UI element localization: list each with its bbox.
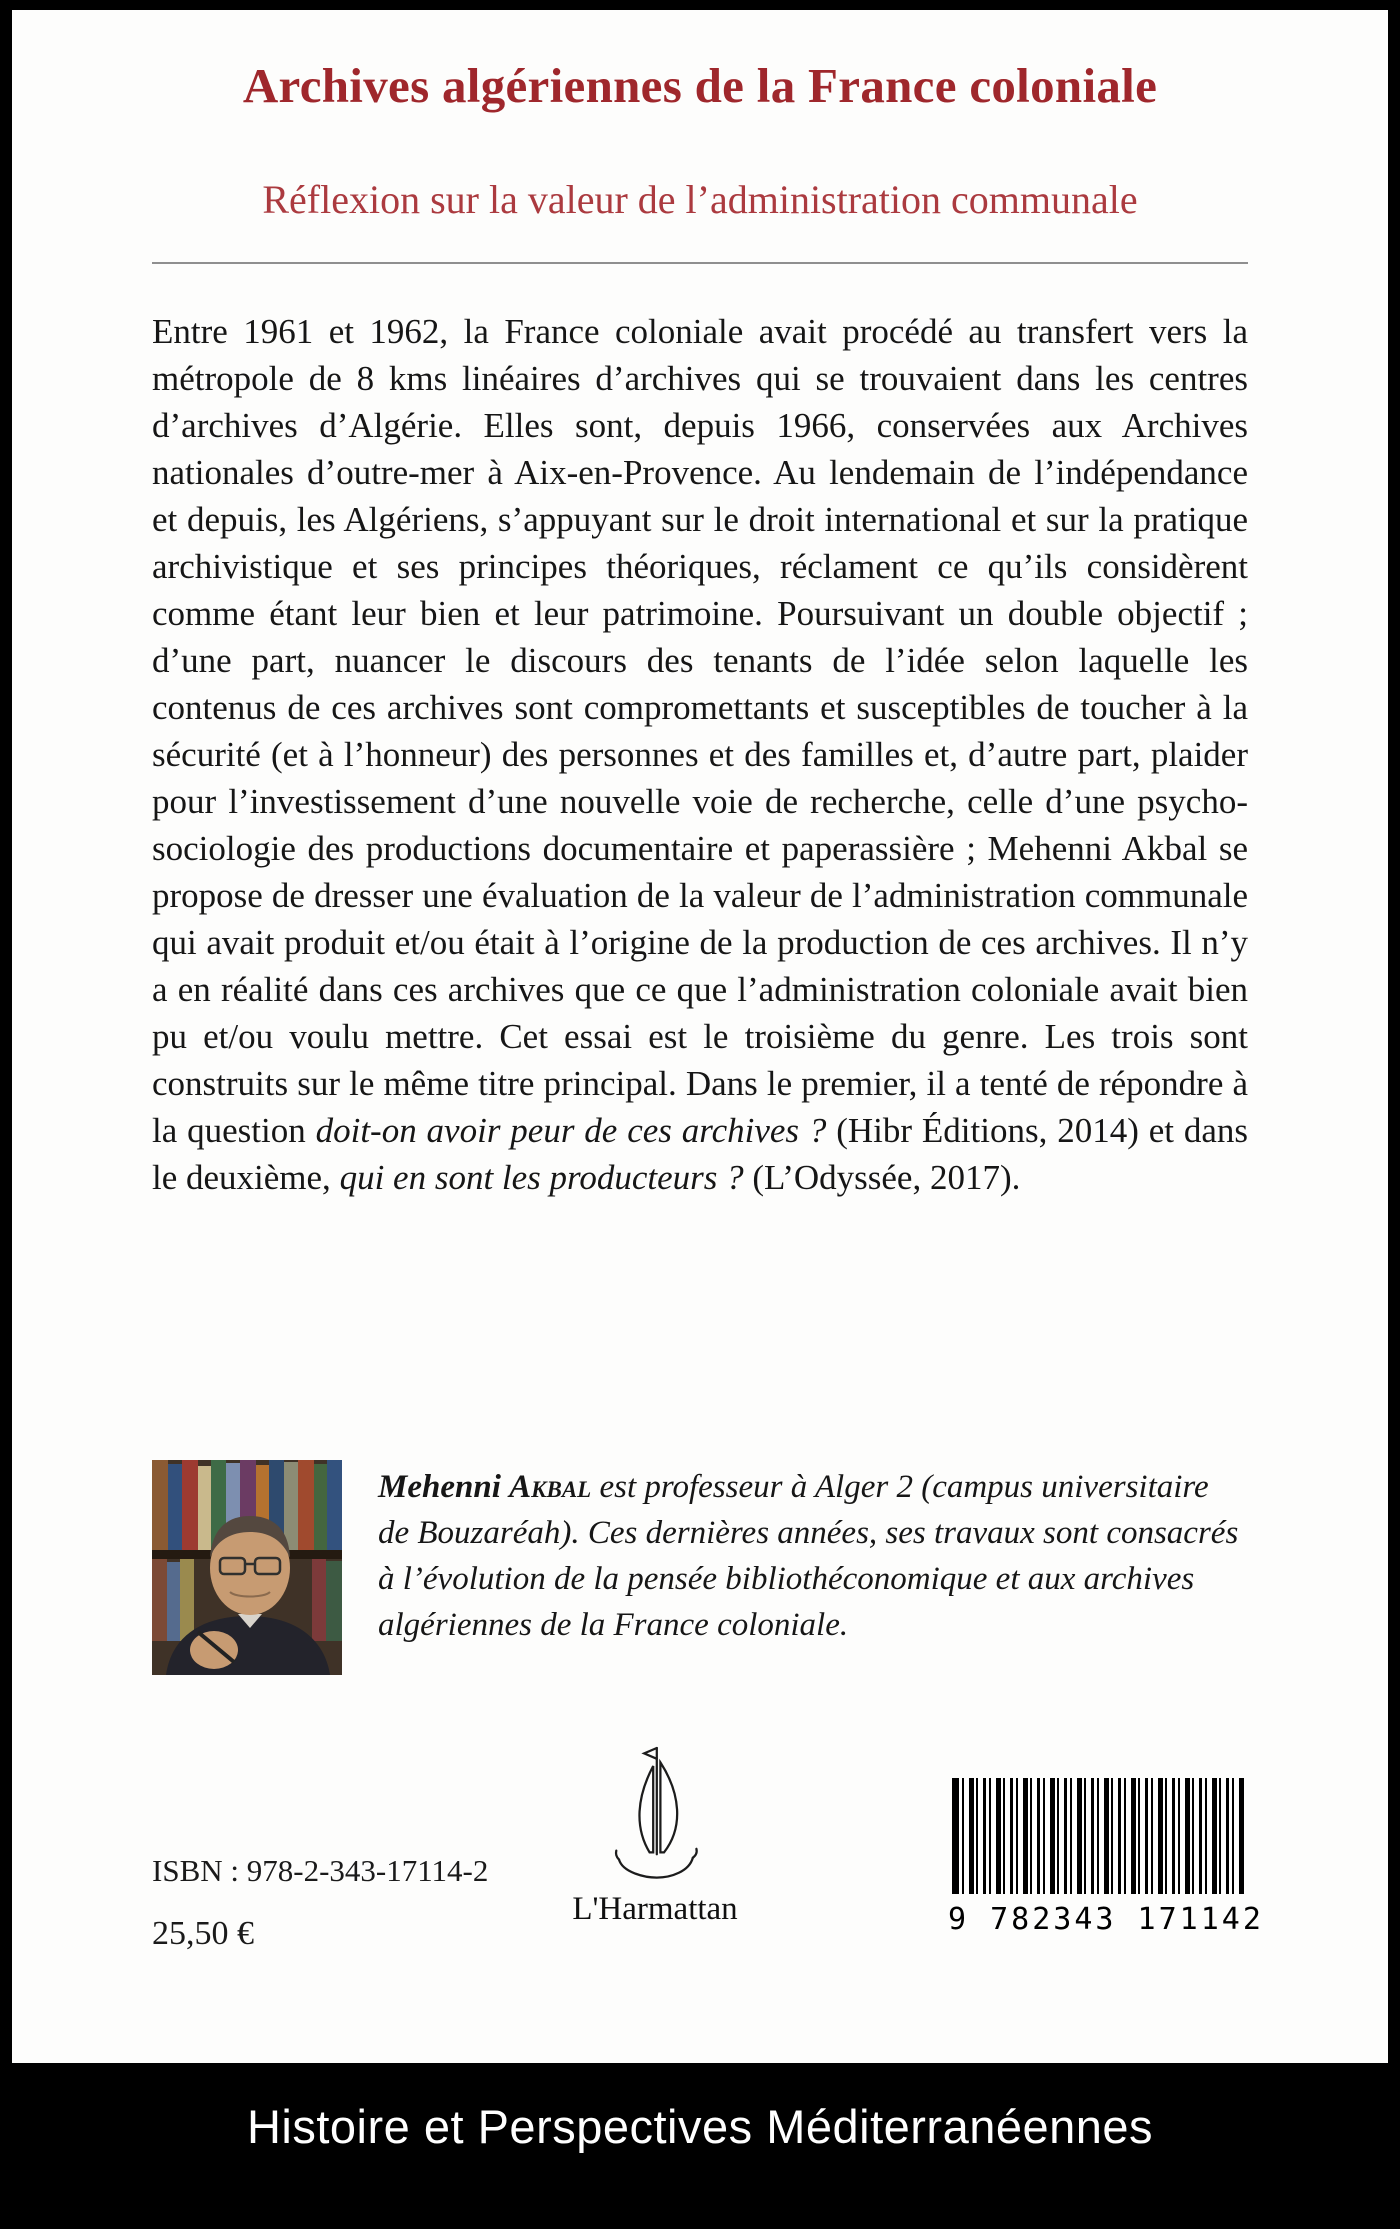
isbn-price-block bbox=[152, 1853, 488, 1953]
divider-line bbox=[152, 262, 1248, 264]
cover-edge-left bbox=[0, 0, 12, 2229]
publisher-name: L'Harmattan bbox=[572, 1891, 738, 1927]
isbn-text: ISBN : 978-2-343-17114-2 bbox=[152, 1853, 489, 1888]
cover-edge-right bbox=[1388, 0, 1400, 2229]
book-title: Archives algériennes de la France coloniale bbox=[242, 58, 1158, 113]
author-bio-section bbox=[152, 1460, 1248, 1675]
author-bio-text bbox=[378, 1460, 1248, 1648]
author-bio-body: est professeur à Alger 2 (campus universitaire de Bouzaréah). Ces dernières années, ses travaux sont consacrés à l’évolution de la pensée bibliothéconomique et aux archives algériennes de la France coloniale. bbox=[378, 1469, 1239, 1643]
synopsis-text bbox=[152, 308, 1248, 1201]
author-name-last: Akbal bbox=[509, 1469, 592, 1505]
series-banner bbox=[0, 2063, 1400, 2229]
lharmattan-boat-icon bbox=[592, 1736, 718, 1886]
series-banner-text: Histoire et Perspectives Méditerranéennes bbox=[246, 2099, 1154, 2153]
synopsis-part-2: (Hibr Éditions, 2014) et dans le deuxième, bbox=[152, 1111, 1248, 1197]
cover-edge-top bbox=[0, 0, 1400, 10]
publisher-logo-block bbox=[520, 1736, 790, 1928]
barcode-block bbox=[948, 1778, 1264, 1937]
barcode bbox=[952, 1778, 1244, 1894]
synopsis-italic-title-2: qui en sont les producteurs ? bbox=[339, 1158, 744, 1197]
synopsis-part-3: (L’Odyssée, 2017). bbox=[743, 1158, 1021, 1197]
synopsis-part-1: Entre 1961 et 1962, la France coloniale avait procédé au transfert vers la métropole de 8 kms linéaires d’archives qui se trouvaient dans les centres d’archives d’Algérie. Elles sont, depuis 1966, conservées aux Archives nationales d’outre-mer à Aix-en-Provence. Au lendemain de l’indépendance et depuis, les Algériens, s’appuyant sur le droit international et sur la pratique archivistique et ses principes théoriques, réclament ce qu’ils considèrent comme étant leur bien et leur patrimoine. Poursuivant un double objectif ; d’une part, nuancer le discours des tenants de l’idée selon laquelle les contenus de ces archives sont compromettants et susceptibles de toucher à la sécurité (et à l’honneur) des personnes et des familles et, d’autre part, plaider pour l’investissement d’une nouvelle voie de recherche, celle d’une psycho-sociologie des productions documentaire et paperassière ; Mehenni Akbal se propose de dresser une évaluation de la valeur de l’administration communale qui avait produit et/ou était à l’origine de la production de ces archives. Il n’y a en réalité dans ces archives que ce que l’administration coloniale avait bien pu et/ou voulu mettre. Cet essai est le troisième du genre. Les trois sont construits sur le même titre principal. Dans le premier, il a tenté de répondre à la question bbox=[152, 312, 1248, 1150]
price-text: 25,50 € bbox=[152, 1915, 254, 1952]
book-subtitle: Réflexion sur la valeur de l’administration communale bbox=[262, 177, 1138, 222]
author-name-first: Mehenni bbox=[378, 1469, 510, 1505]
synopsis-italic-title-1: doit-on avoir peur de ces archives ? bbox=[315, 1111, 827, 1150]
author-photo bbox=[152, 1460, 342, 1675]
barcode-number: 9 782343 171142 bbox=[948, 1902, 1264, 1937]
